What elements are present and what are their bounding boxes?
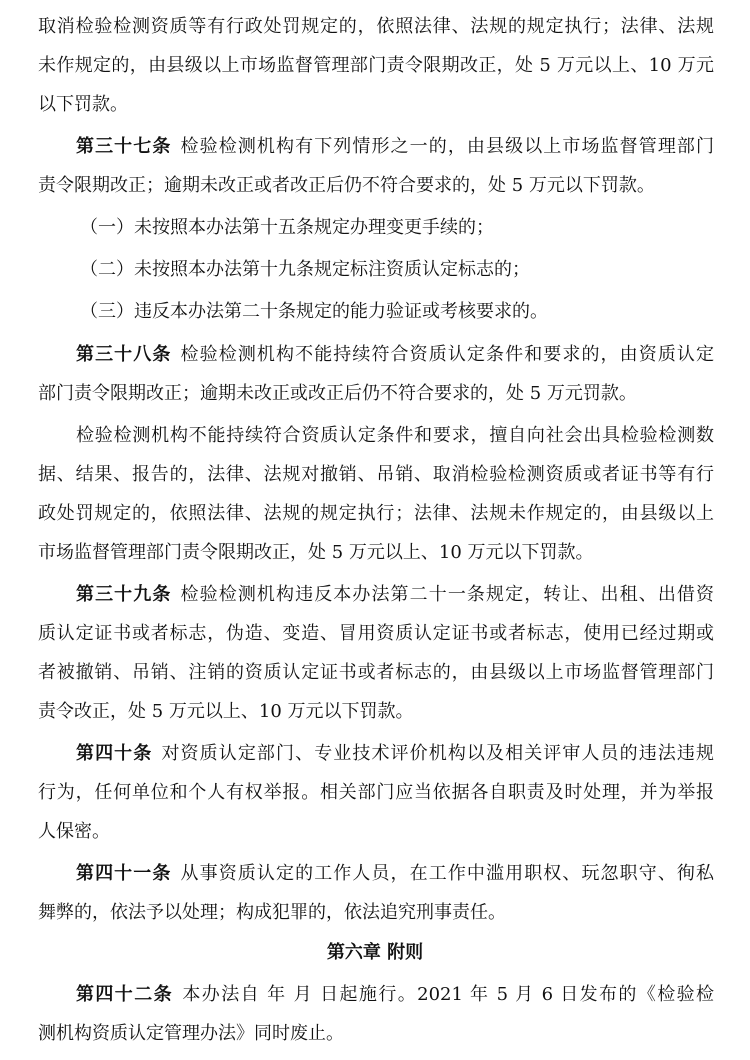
list-item: （三）违反本办法第二十条规定的能力验证或考核要求的。: [80, 301, 548, 322]
list-item: （一）未按照本办法第十五条规定办理变更手续的；: [80, 217, 494, 238]
text-line: 行为，任何单位和个人有权举报。相关部门应当依据各自职责及时处理，并为举报: [38, 782, 714, 803]
text-span: 检验检测机构违反本办法第二十一条规定，转让、出租、出借资: [179, 584, 715, 605]
article-39-line: [76, 580, 714, 610]
chapter-heading: 第六章 附则: [326, 942, 424, 963]
text-line: 责令限期改正；逾期未改正或者改正后仍不符合要求的，处 5 万元以下罚款。: [38, 175, 655, 196]
text-line: 者被撤销、吊销、注销的资质认定证书或者标志的，由县级以上市场监督管理部门: [38, 662, 714, 683]
article-38-title: 第三十八条: [76, 344, 172, 365]
text-line: 据、结果、报告的，法律、法规对撤销、吊销、取消检验检测资质或者证书等有行: [38, 464, 714, 485]
text-line: 质认定证书或者标志，伪造、变造、冒用资质认定证书或者标志，使用已经过期或: [38, 623, 714, 644]
text-line: 舞弊的，依法予以处理；构成犯罪的，依法追究刑事责任。: [38, 902, 506, 923]
text-span: 本办法自 年 月 日起施行。2021 年 5 月 6 日发布的《检验检: [181, 984, 715, 1005]
text-line: 取消检验检测资质等有行政处罚规定的，依照法律、法规的规定执行；法律、法规: [38, 16, 714, 37]
list-item: （二）未按照本办法第十九条规定标注资质认定标志的；: [80, 259, 530, 280]
text-span: 检验检测机构有下列情形之一的，由县级以上市场监督管理部门: [179, 136, 715, 157]
article-41-title: 第四十一条: [76, 863, 172, 884]
article-39-title: 第三十九条: [76, 584, 172, 605]
text-line: 政处罚规定的，依照法律、法规的规定执行；法律、法规未作规定的，由县级以上: [38, 503, 714, 524]
text-line: 部门责令限期改正；逾期未改正或改正后仍不符合要求的，处 5 万元罚款。: [38, 383, 637, 404]
article-42-line: [76, 980, 714, 1010]
article-37-line: [76, 132, 714, 162]
text-line: 责令改正，处 5 万元以上、10 万元以下罚款。: [38, 701, 414, 722]
text-span: 检验检测机构不能持续符合资质认定条件和要求的，由资质认定: [179, 344, 715, 365]
text-span: 对资质认定部门、专业技术评价机构以及相关评审人员的违法违规: [160, 743, 715, 764]
text-span: 从事资质认定的工作人员，在工作中滥用职权、玩忽职守、徇私: [179, 863, 715, 884]
text-line: 未作规定的，由县级以上市场监督管理部门责令限期改正，处 5 万元以上、10 万元: [38, 55, 714, 76]
text-line: 测机构资质认定管理办法》同时废止。: [38, 1023, 344, 1044]
article-40-title: 第四十条: [76, 743, 153, 764]
article-37-title: 第三十七条: [76, 136, 172, 157]
text-line: 检验检测机构不能持续符合资质认定条件和要求，擅自向社会出具检验检测数: [76, 425, 714, 446]
article-38-line: [76, 340, 714, 370]
article-40-line: [76, 739, 714, 769]
article-41-line: [76, 859, 714, 889]
text-line: 以下罚款。: [38, 94, 128, 115]
text-line: 市场监督管理部门责令限期改正，处 5 万元以上、10 万元以下罚款。: [38, 542, 594, 563]
text-line: 人保密。: [38, 821, 110, 842]
article-42-title: 第四十二条: [76, 984, 173, 1005]
